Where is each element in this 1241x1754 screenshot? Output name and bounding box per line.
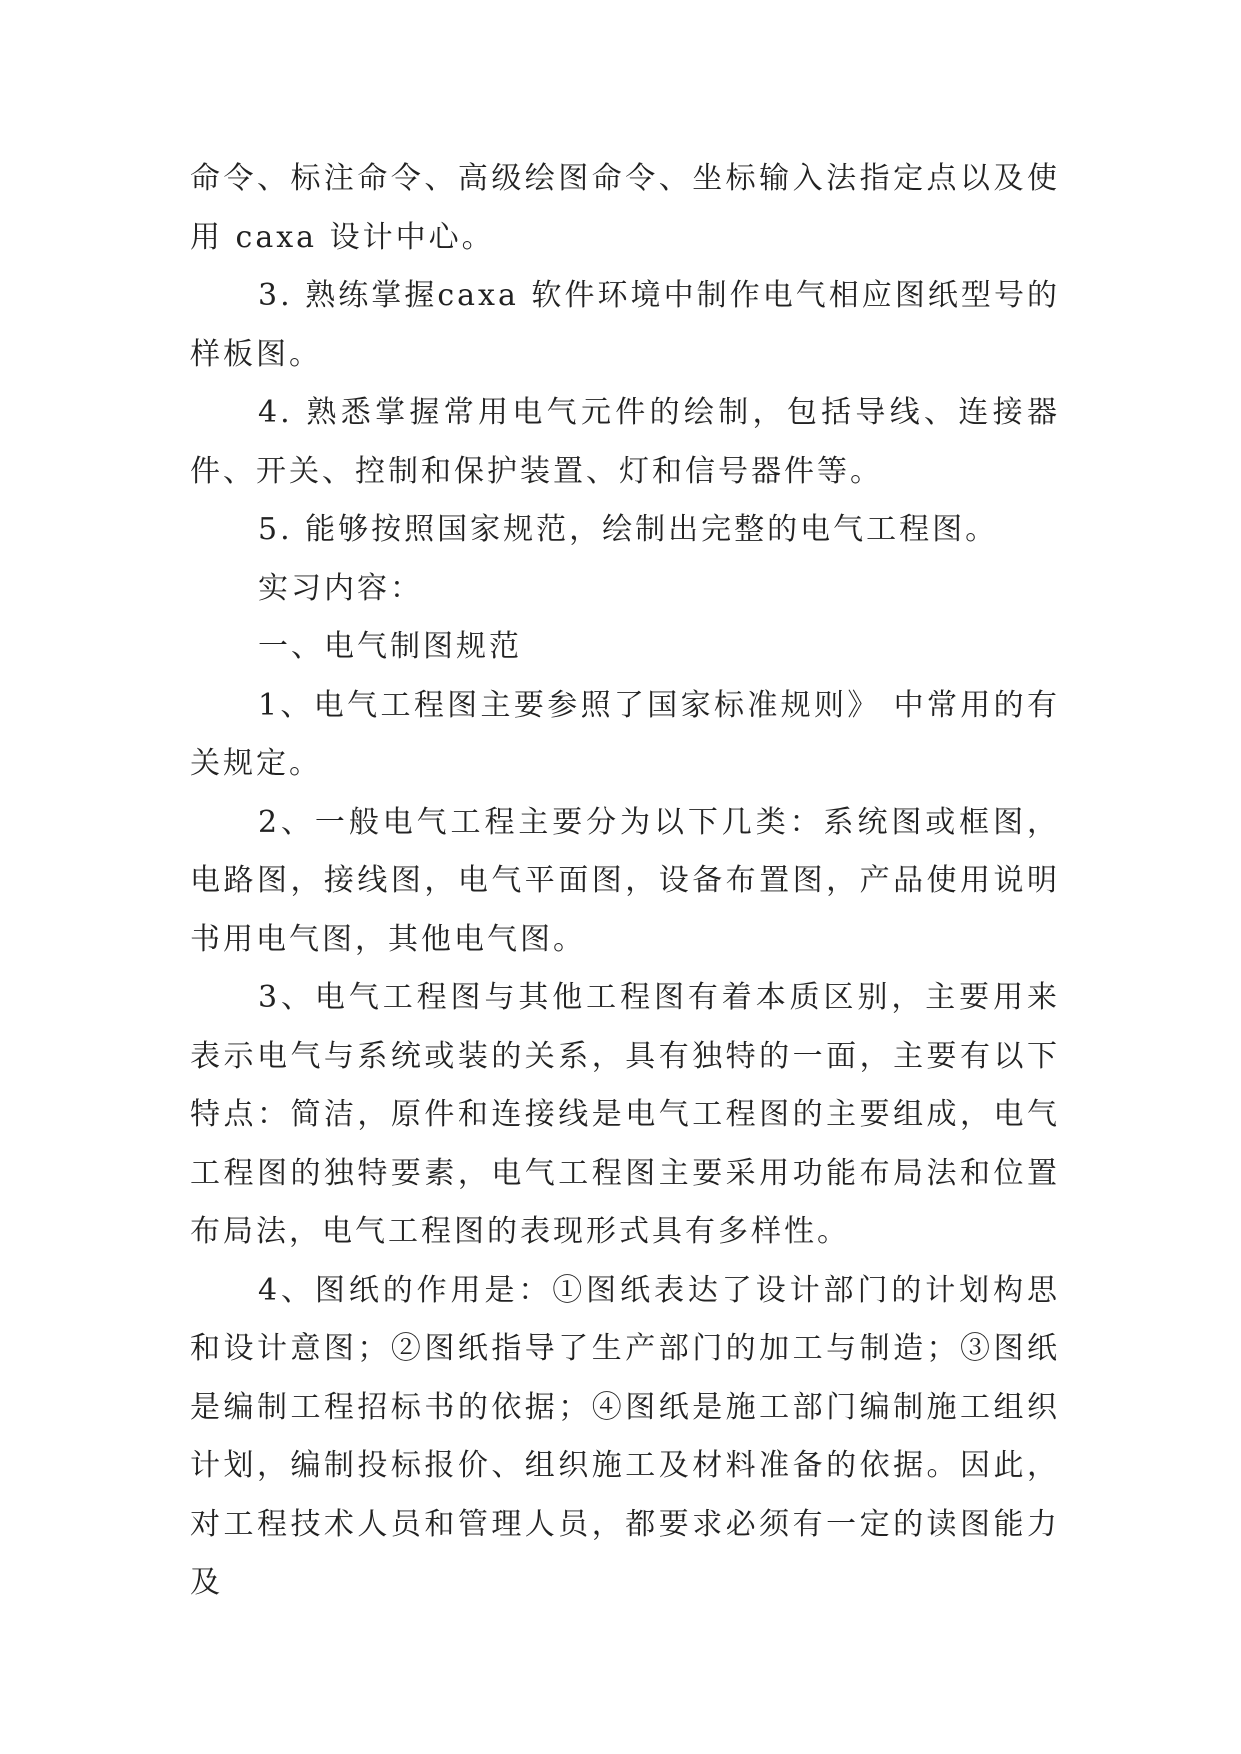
section-heading-drawing-standards: 一、电气制图规范 bbox=[258, 629, 522, 664]
paragraph-standard-2: 2、一般电气工程主要分为以下几类：系统图或框图，电路图，接线图，电气平面图，设备布置图，产品使用说明书用电气图，其他电气图。 bbox=[190, 804, 1060, 957]
paragraph-item-3: 3. 熟练掌握caxa 软件环境中制作电气相应图纸型号的样板图。 bbox=[190, 278, 1060, 372]
paragraph-standard-1: 1、电气工程图主要参照了国家标准规则》 中常用的有关规定。 bbox=[190, 687, 1060, 781]
paragraph-standard-3: 3、电气工程图与其他工程图有着本质区别，主要用来表示电气与系统或装的关系，具有独特的一面，主要有以下特点：简洁，原件和连接线是电气工程图的主要组成，电气工程图的独特要素，电气工程图主要采用功能布局法和位置布局法，电气工程图的表现形式具有多样性。 bbox=[190, 980, 1060, 1249]
paragraph-item-5: 5. 能够按照国家规范，绘制出完整的电气工程图。 bbox=[258, 512, 999, 547]
paragraph-item-4: 4. 熟悉掌握常用电气元件的绘制，包括导线、连接器件、开关、控制和保护装置、灯和信号器件等。 bbox=[190, 395, 1060, 489]
paragraph-standard-4: 4、图纸的作用是：①图纸表达了设计部门的计划构思和设计意图；②图纸指导了生产部门的加工与制造；③图纸是编制工程招标书的依据；④图纸是施工部门编制施工组织计划，编制投标报价、组织施工及材料准备的依据。因此，对工程技术人员和管理人员，都要求必须有一定的读图能力及 bbox=[190, 1272, 1060, 1600]
document-body bbox=[190, 150, 1060, 1613]
paragraph-continued: 命令、标注命令、高级绘图命令、坐标输入法指定点以及使用 caxa 设计中心。 bbox=[190, 161, 1060, 255]
section-heading-internship-content: 实习内容： bbox=[258, 570, 423, 606]
